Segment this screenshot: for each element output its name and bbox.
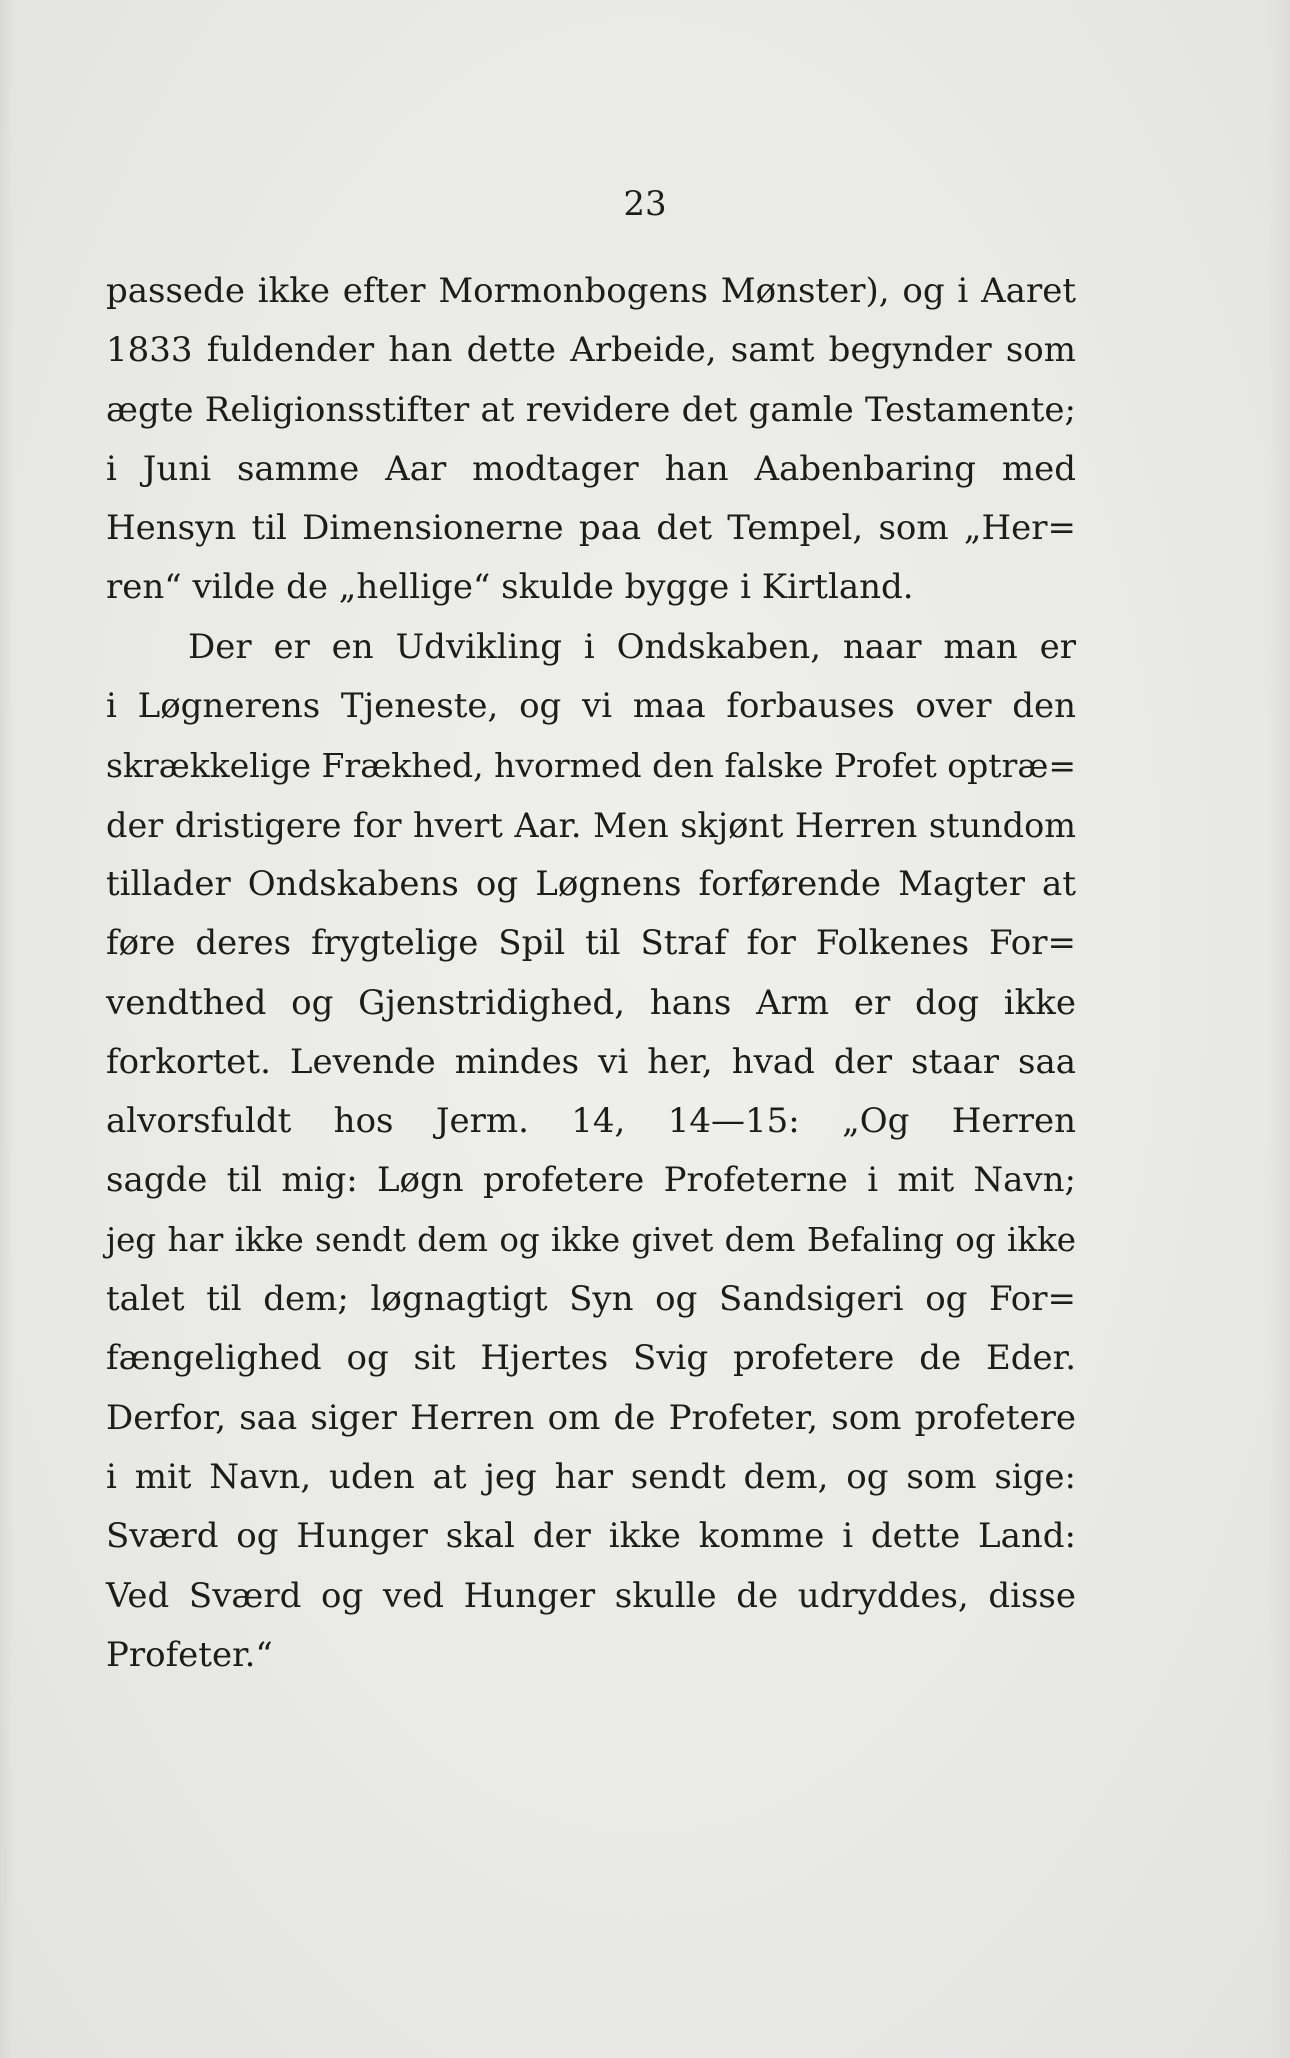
text-line: i Løgnerens Tjeneste, og vi maa forbauses over den (106, 686, 1076, 727)
body-text (106, 262, 1076, 1685)
text-line: ren“ vilde de „hellige“ skulde bygge i Kirtland. (106, 567, 914, 608)
text-line: der dristigere for hvert Aar. Men skjønt Herren stundom (106, 805, 1076, 845)
text-line: fængelighed og sit Hjertes Svig profetere de Eder. (106, 1338, 1076, 1379)
text-line: i mit Navn, uden at jeg har sendt dem, og som sige: (106, 1456, 1076, 1497)
text-line: jeg har ikke sendt dem og ikke givet dem Befaling og ikke (106, 1220, 1076, 1259)
text-line: Profeter.“ (106, 1634, 273, 1675)
text-line: talet til dem; løgnagtigt Syn og Sandsigeri og For= (106, 1279, 1076, 1320)
text-line: i Juni samme Aar modtager han Aabenbaring med (106, 448, 1076, 489)
text-line: passede ikke efter Mormonbogens Mønster), og i Aaret (106, 271, 1076, 311)
text-line: ægte Religionsstifter at revidere det gamle Testamente; (106, 389, 1076, 430)
paragraph-2 (106, 618, 1076, 1685)
text-line: skrækkelige Frækhed, hvormed den falske Profet optræ= (106, 746, 1076, 786)
text-line: Hensyn til Dimensionerne paa det Tempel, som „Her= (106, 508, 1076, 549)
text-line: forkortet. Levende mindes vi her, hvad der staar saa (106, 1041, 1076, 1082)
page-edge-shadow-right (1268, 0, 1290, 2058)
text-line: Sværd og Hunger skal der ikke komme i dette Land: (106, 1516, 1076, 1557)
text-line: føre deres frygtelige Spil til Straf for Folkenes For= (106, 923, 1076, 964)
text-line: sagde til mig: Løgn profetere Profeterne i mit Navn; (106, 1160, 1076, 1201)
text-line: alvorsfuldt hos Jerm. 14, 14—15: „Og Herren (106, 1101, 1076, 1142)
text-line: 1833 fuldender han dette Arbeide, samt begynder som (106, 330, 1076, 371)
page-edge-shadow-left (0, 0, 14, 2058)
page-number: 23 (623, 184, 667, 224)
text-line: Der er en Udvikling i Ondskaben, naar man er (188, 626, 1076, 667)
text-line: tillader Ondskabens og Løgnens forførende Magter at (106, 863, 1076, 904)
paragraph-1 (106, 262, 1076, 618)
text-line: Ved Sværd og ved Hunger skulle de udryddes, disse (106, 1575, 1076, 1616)
text-line: vendthed og Gjenstridighed, hans Arm er dog ikke (106, 982, 1076, 1023)
text-line: Derfor, saa siger Herren om de Profeter, som profetere (106, 1397, 1076, 1438)
